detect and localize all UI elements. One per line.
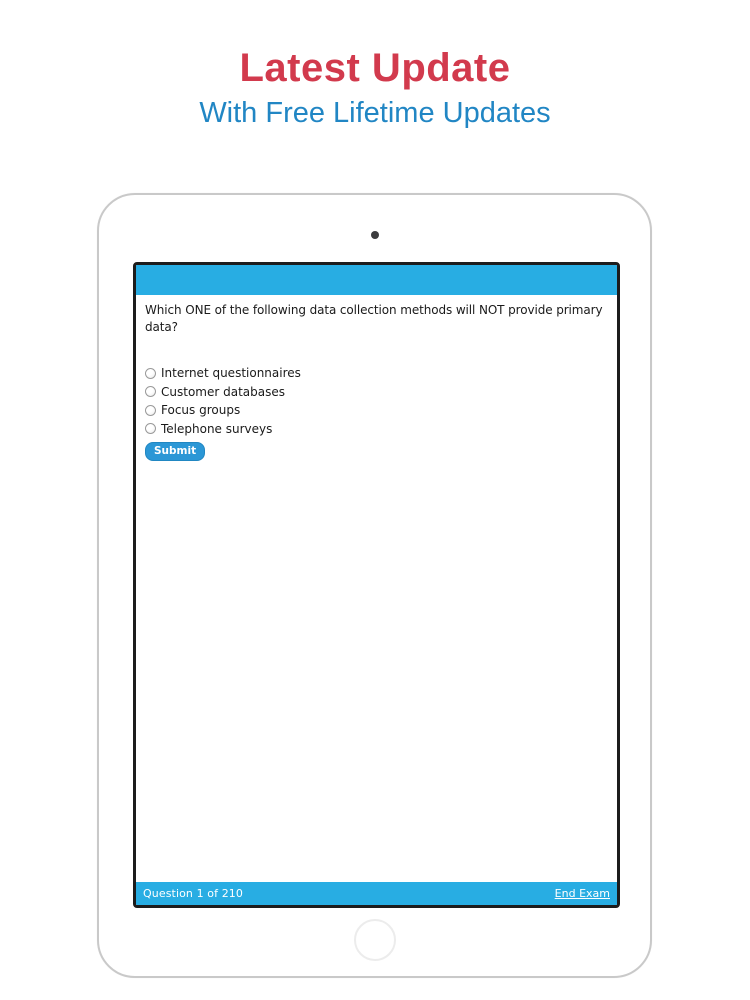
question-text: Which ONE of the following data collection methods will NOT provide primary data? [145, 303, 603, 335]
app-screen [133, 262, 620, 908]
exam-content [136, 295, 617, 461]
answer-option-label: Customer databases [161, 384, 285, 399]
answer-option-label: Internet questionnaires [161, 366, 301, 381]
banner-subtitle: With Free Lifetime Updates [199, 97, 551, 129]
end-exam-link[interactable]: End Exam [554, 887, 610, 900]
radio-button-icon[interactable] [145, 368, 156, 379]
answer-options-list [145, 364, 608, 438]
answer-option[interactable] [145, 364, 608, 383]
marketing-banner [0, 0, 750, 130]
answer-option[interactable] [145, 419, 608, 438]
banner-title: Latest Update [239, 46, 511, 90]
front-camera-dot [371, 231, 379, 239]
radio-button-icon[interactable] [145, 423, 156, 434]
answer-option-label: Telephone surveys [161, 421, 273, 436]
ipad-frame [97, 193, 652, 978]
answer-option-label: Focus groups [161, 403, 241, 418]
submit-button[interactable]: Submit [145, 442, 205, 462]
radio-button-icon[interactable] [145, 386, 156, 397]
answer-option[interactable] [145, 401, 608, 420]
home-button [354, 919, 396, 961]
exam-footer-bar [136, 882, 617, 905]
exam-header-bar [136, 265, 617, 295]
radio-button-icon[interactable] [145, 405, 156, 416]
question-progress: Question 1 of 210 [143, 887, 243, 900]
answer-option[interactable] [145, 382, 608, 401]
